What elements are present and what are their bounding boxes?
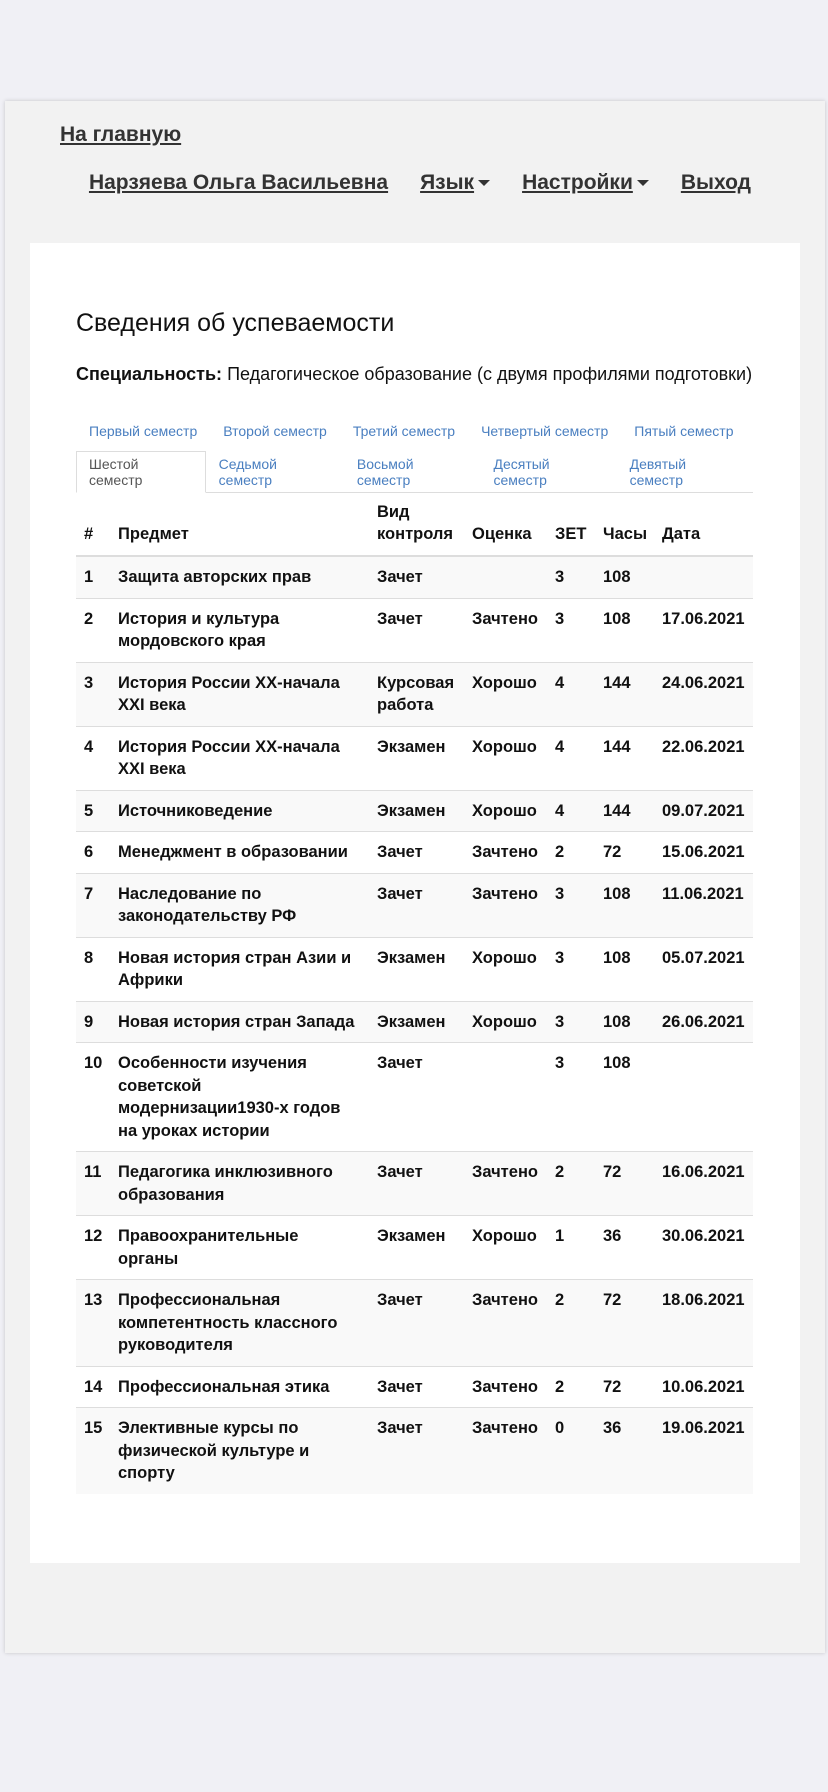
cell-hours: 144 [595, 662, 654, 726]
cell-num: 10 [76, 1043, 110, 1152]
specialty-value: Педагогическое образование (с двумя профилями подготовки) [227, 364, 753, 384]
cell-subject: Наследование по законодательству РФ [110, 873, 369, 937]
cell-subject: Источниковедение [110, 790, 369, 832]
cell-num: 1 [76, 556, 110, 598]
semester-tabs-row-2 [76, 451, 753, 492]
cell-control: Зачет [369, 1152, 464, 1216]
cell-control: Экзамен [369, 726, 464, 790]
table-row [76, 1043, 753, 1152]
cell-grade: Хорошо [464, 1001, 547, 1043]
cell-zet: 2 [547, 1280, 595, 1367]
cell-grade: Хорошо [464, 1216, 547, 1280]
cell-control: Экзамен [369, 1216, 464, 1280]
cell-control: Зачет [369, 598, 464, 662]
cell-date [654, 556, 753, 598]
cell-zet: 3 [547, 598, 595, 662]
semester-tabs [76, 410, 753, 493]
table-row [76, 1001, 753, 1043]
cell-hours: 108 [595, 873, 654, 937]
cell-date: 11.06.2021 [654, 873, 753, 937]
cell-num: 14 [76, 1366, 110, 1408]
column-header-date: Дата [654, 493, 753, 556]
table-row [76, 873, 753, 937]
tab-semester[interactable]: Десятый семестр [493, 455, 550, 488]
cell-subject: История и культура мордовского края [110, 598, 369, 662]
cell-subject: Защита авторских прав [110, 556, 369, 598]
cell-control: Зачет [369, 832, 464, 874]
cell-grade [464, 556, 547, 598]
table-row [76, 598, 753, 662]
cell-grade: Хорошо [464, 937, 547, 1001]
cell-subject: Педагогика инклюзивного образования [110, 1152, 369, 1216]
cell-num: 9 [76, 1001, 110, 1043]
cell-hours: 144 [595, 790, 654, 832]
cell-subject: История России XX-начала XXI века [110, 662, 369, 726]
cell-hours: 108 [595, 1001, 654, 1043]
cell-zet: 3 [547, 556, 595, 598]
cell-date: 30.06.2021 [654, 1216, 753, 1280]
table-row [76, 1152, 753, 1216]
column-header-hours: Часы [595, 493, 654, 556]
cell-num: 3 [76, 662, 110, 726]
cell-hours: 72 [595, 832, 654, 874]
caret-down-icon [478, 180, 490, 186]
column-header-zet: ЗЕТ [547, 493, 595, 556]
cell-date: 10.06.2021 [654, 1366, 753, 1408]
grades-table-body [76, 556, 753, 1494]
cell-hours: 72 [595, 1280, 654, 1367]
cell-zet: 0 [547, 1408, 595, 1494]
cell-date [654, 1043, 753, 1152]
cell-hours: 72 [595, 1152, 654, 1216]
cell-control: Зачет [369, 1408, 464, 1494]
cell-grade: Хорошо [464, 662, 547, 726]
cell-date: 09.07.2021 [654, 790, 753, 832]
home-link[interactable]: На главную [60, 123, 182, 146]
cell-zet: 2 [547, 1152, 595, 1216]
tab-semester[interactable]: Пятый семестр [634, 422, 734, 439]
grades-table [76, 493, 753, 1494]
cell-subject: Профессиональная компетентность классного руководителя [110, 1280, 369, 1367]
main-content [76, 309, 753, 1494]
table-row [76, 1280, 753, 1367]
cell-num: 15 [76, 1408, 110, 1494]
cell-num: 13 [76, 1280, 110, 1367]
tab-semester[interactable]: Шестой семестр [76, 451, 206, 493]
cell-num: 2 [76, 598, 110, 662]
table-row [76, 937, 753, 1001]
cell-subject: Новая история стран Запада [110, 1001, 369, 1043]
table-row [76, 790, 753, 832]
cell-date: 18.06.2021 [654, 1280, 753, 1367]
cell-date: 19.06.2021 [654, 1408, 753, 1494]
cell-zet: 4 [547, 726, 595, 790]
cell-num: 6 [76, 832, 110, 874]
language-dropdown[interactable] [420, 171, 490, 195]
table-row [76, 662, 753, 726]
logout-link[interactable] [681, 171, 751, 195]
cell-grade: Зачтено [464, 1280, 547, 1367]
tab-semester[interactable]: Девятый семестр [629, 455, 687, 488]
content-card [30, 243, 800, 1563]
column-header-control: Вид контроля [369, 493, 464, 556]
cell-control: Экзамен [369, 937, 464, 1001]
specialty-label: Специальность: [76, 364, 223, 384]
cell-num: 8 [76, 937, 110, 1001]
cell-subject: Элективные курсы по физической культуре и спорту [110, 1408, 369, 1494]
cell-grade: Зачтено [464, 873, 547, 937]
semester-tabs-row-1 [76, 410, 753, 451]
cell-hours: 144 [595, 726, 654, 790]
cell-num: 11 [76, 1152, 110, 1216]
cell-date: 05.07.2021 [654, 937, 753, 1001]
logout-label: Выход [680, 171, 751, 194]
table-row [76, 726, 753, 790]
cell-hours: 108 [595, 1043, 654, 1152]
table-header-row [76, 493, 753, 556]
cell-control: Зачет [369, 1366, 464, 1408]
cell-control: Экзамен [369, 790, 464, 832]
cell-grade: Хорошо [464, 790, 547, 832]
tab-semester[interactable]: Первый семестр [89, 422, 198, 439]
settings-dropdown[interactable] [522, 171, 649, 195]
caret-down-icon [637, 180, 649, 186]
cell-subject: Менеджмент в образовании [110, 832, 369, 874]
cell-subject: Правоохранительные органы [110, 1216, 369, 1280]
cell-num: 5 [76, 790, 110, 832]
table-row [76, 832, 753, 874]
cell-num: 7 [76, 873, 110, 937]
column-header-subject: Предмет [110, 493, 369, 556]
table-row [76, 1366, 753, 1408]
cell-control: Экзамен [369, 1001, 464, 1043]
tab-semester[interactable]: Восьмой семестр [356, 455, 414, 488]
tab-semester[interactable]: Четвертый семестр [481, 422, 609, 439]
cell-zet: 2 [547, 832, 595, 874]
cell-control: Зачет [369, 873, 464, 937]
cell-zet: 4 [547, 662, 595, 726]
cell-date: 17.06.2021 [654, 598, 753, 662]
cell-hours: 108 [595, 937, 654, 1001]
cell-date: 24.06.2021 [654, 662, 753, 726]
cell-grade: Зачтено [464, 598, 547, 662]
cell-hours: 108 [595, 556, 654, 598]
page-title: Сведения об успеваемости [76, 309, 395, 337]
cell-zet: 1 [547, 1216, 595, 1280]
cell-grade: Хорошо [464, 726, 547, 790]
column-header-num: # [76, 493, 110, 556]
cell-subject: Профессиональная этика [110, 1366, 369, 1408]
cell-hours: 36 [595, 1216, 654, 1280]
cell-grade [464, 1043, 547, 1152]
cell-grade: Зачтено [464, 832, 547, 874]
cell-grade: Зачтено [464, 1408, 547, 1494]
cell-subject: История России XX-начала XXI века [110, 726, 369, 790]
cell-zet: 3 [547, 1043, 595, 1152]
cell-subject: Новая история стран Азии и Африки [110, 937, 369, 1001]
cell-control: Зачет [369, 1280, 464, 1367]
cell-zet: 3 [547, 873, 595, 937]
cell-control: Зачет [369, 556, 464, 598]
column-header-grade: Оценка [464, 493, 547, 556]
table-row [76, 1408, 753, 1494]
cell-hours: 72 [595, 1366, 654, 1408]
tab-semester[interactable]: Третий семестр [352, 422, 456, 439]
table-row [76, 1216, 753, 1280]
cell-zet: 2 [547, 1366, 595, 1408]
cell-date: 26.06.2021 [654, 1001, 753, 1043]
top-navigation [89, 171, 751, 195]
specialty-info [76, 364, 753, 384]
table-row [76, 556, 753, 598]
cell-zet: 3 [547, 1001, 595, 1043]
cell-hours: 108 [595, 598, 654, 662]
cell-hours: 36 [595, 1408, 654, 1494]
settings-label: Настройки [522, 171, 633, 194]
cell-date: 22.06.2021 [654, 726, 753, 790]
cell-num: 12 [76, 1216, 110, 1280]
cell-zet: 3 [547, 937, 595, 1001]
cell-subject: Особенности изучения советской модернизации1930-х годов на уроках истории [110, 1043, 369, 1152]
tab-semester[interactable]: Седьмой семестр [218, 455, 277, 488]
tab-semester[interactable]: Второй семестр [223, 422, 327, 439]
cell-grade: Зачтено [464, 1152, 547, 1216]
cell-grade: Зачтено [464, 1366, 547, 1408]
page-container [5, 101, 825, 1653]
user-name-link[interactable] [89, 171, 388, 195]
language-label: Язык [420, 171, 475, 194]
cell-date: 16.06.2021 [654, 1152, 753, 1216]
cell-num: 4 [76, 726, 110, 790]
cell-zet: 4 [547, 790, 595, 832]
cell-control: Зачет [369, 1043, 464, 1152]
cell-control: Курсовая работа [369, 662, 464, 726]
user-name-label: Нарзяева Ольга Васильевна [88, 171, 389, 194]
cell-date: 15.06.2021 [654, 832, 753, 874]
